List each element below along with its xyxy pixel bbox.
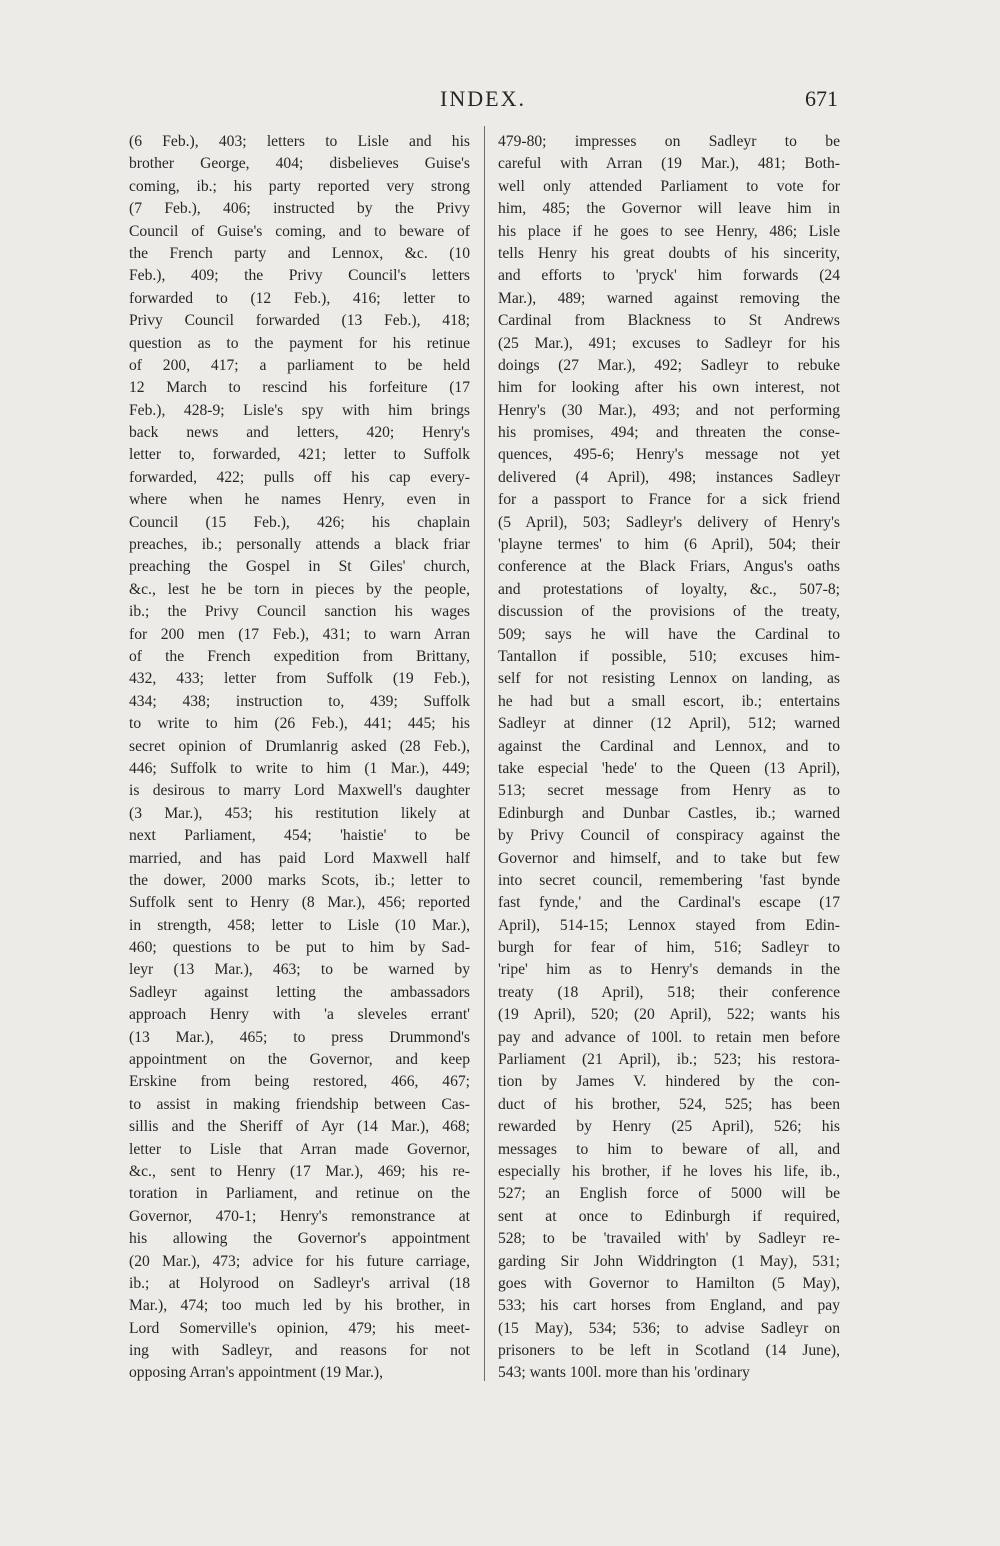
index-line: where when he names Henry, even in [129,491,470,509]
index-line: 479-80; impresses on Sadleyr to be [498,133,840,150]
index-line: 527; an English force of 5000 will be [498,1185,840,1203]
index-line: approach Henry with 'a sleveles errant' [129,1006,470,1024]
index-line: appointment on the Governor, and keep [129,1051,470,1069]
page-header [128,86,838,116]
index-line: pay and advance of 100l. to retain men before [498,1028,840,1046]
index-line: (20 Mar.), 473; advice for his future carriage, [129,1252,470,1270]
index-line: his allowing the Governor's appointment [129,1230,470,1248]
index-line: (13 Mar.), 465; to press Drummond's [129,1028,470,1046]
index-line: coming, ib.; his party reported very strong [129,177,470,195]
index-line: preaches, ib.; personally attends a black friar [129,536,470,554]
index-line: sent at once to Edinburgh if required, [498,1207,840,1225]
index-line: question as to the payment for his retinue [129,334,470,352]
index-line: Governor and himself, and to take but few [498,849,840,867]
index-line: quences, 495-6; Henry's message not yet [498,446,840,464]
index-line: 533; his cart horses from England, and pay [498,1297,840,1315]
index-line: to write to him (26 Feb.), 441; 445; his [129,715,470,733]
index-line: 'ripe' him as to Henry's demands in the [498,961,840,979]
index-line: careful with Arran (19 Mar.), 481; Both- [498,155,840,173]
index-line: the dower, 2000 marks Scots, ib.; letter to [129,871,470,889]
index-line: 'playne termes' to him (6 April), 504; their [498,536,840,554]
index-line: letter to, forwarded, 421; letter to Suffolk [129,446,470,464]
index-line: secret opinion of Drumlanrig asked (28 Feb.), [129,737,470,755]
index-line: Mar.), 489; warned against removing the [498,289,840,307]
index-line: Edinburgh and Dunbar Castles, ib.; warned [498,804,840,822]
index-line: Tantallon if possible, 510; excuses him- [498,647,840,665]
index-line: Lord Somerville's opinion, 479; his meet- [129,1319,470,1337]
index-line: him for looking after his own interest, not [498,379,840,397]
index-line: 513; secret message from Henry as to [498,782,840,800]
index-line: him, 485; the Governor will leave him in [498,200,840,218]
page-number: 671 [805,86,838,111]
index-line: and efforts to 'pryck' him forwards (24 [498,267,840,285]
index-line: tells Henry his great doubts of his sincerity, [498,244,840,262]
index-line: self for not resisting Lennox on landing, as [498,670,840,688]
index-line: forwarded, 422; pulls off his cap every- [129,468,470,486]
index-line: 446; Suffolk to write to him (1 Mar.), 449; [129,759,470,777]
index-line: &c., lest he be torn in pieces by the people, [129,580,470,598]
index-line: of 200, 417; a parliament to be held [129,356,470,374]
index-line: for 200 men (17 Feb.), 431; to warn Arran [129,625,470,643]
index-line: 543; wants 100l. more than his 'ordinary [498,1364,750,1382]
index-line: preaching the Gospel in St Giles' church, [129,558,470,576]
index-line: Sadleyr at dinner (12 April), 512; warned [498,715,840,733]
index-line: Parliament (21 April), ib.; 523; his restora- [498,1051,840,1069]
index-line: Council of Guise's coming, and to beware of [129,222,470,240]
index-line: (25 Mar.), 491; excuses to Sadleyr for his [498,334,840,352]
index-line: Feb.), 428-9; Lisle's spy with him brings [129,401,470,419]
index-line: by Privy Council of conspiracy against the [498,827,840,845]
index-line: (5 April), 503; Sadleyr's delivery of Henry's [498,513,840,531]
index-line: he had but a small escort, ib.; entertains [498,692,840,710]
index-line: 434; 438; instruction to, 439; Suffolk [129,692,470,710]
index-line: against the Cardinal and Lennox, and to [498,737,840,755]
index-line: Cardinal from Blackness to St Andrews [498,312,840,330]
index-line: sillis and the Sheriff of Ayr (14 Mar.), 468; [129,1118,470,1136]
index-line: ib.; at Holyrood on Sadleyr's arrival (18 [129,1274,470,1292]
index-line: in strength, 458; letter to Lisle (10 Mar.), [129,916,470,934]
index-line: opposing Arran's appointment (19 Mar.), [129,1364,384,1382]
index-line: tion by James V. hindered by the con- [498,1073,840,1091]
index-line: delivered (4 April), 498; instances Sadleyr [498,468,840,486]
index-line: 460; questions to be put to him by Sad- [129,939,470,957]
index-line: Erskine from being restored, 466, 467; [129,1073,470,1091]
index-line: take especial 'hede' to the Queen (13 April), [498,759,840,777]
index-line: &c., sent to Henry (17 Mar.), 469; his re- [129,1162,470,1180]
index-line: his promises, 494; and threaten the conse- [498,424,840,442]
index-line: conference at the Black Friars, Angus's oaths [498,558,840,576]
index-line: Mar.), 474; too much led by his brother, in [129,1297,470,1315]
index-line: Henry's (30 Mar.), 493; and not performing [498,401,840,419]
index-line: well only attended Parliament to vote for [498,177,840,195]
index-line: next Parliament, 454; 'haistie' to be [129,827,470,845]
index-line: Governor, 470-1; Henry's remonstrance at [129,1207,470,1225]
column-divider [484,126,485,1381]
index-line: (7 Feb.), 406; instructed by the Privy [129,200,470,218]
running-title: INDEX. [440,86,526,111]
index-column-right [498,131,840,1385]
index-line: and protestations of loyalty, &c., 507-8; [498,580,840,598]
index-line: treaty (18 April), 518; their conference [498,983,840,1001]
index-line: duct of his brother, 524, 525; has been [498,1095,840,1113]
index-line: ing with Sadleyr, and reasons for not [129,1342,470,1360]
index-line: for a passport to France for a sick friend [498,491,840,509]
index-line: brother George, 404; disbelieves Guise's [129,155,470,173]
index-line: back news and letters, 420; Henry's [129,424,470,442]
index-line: of the French expedition from Brittany, [129,647,470,665]
index-line: 528; to be 'travailed with' by Sadleyr re- [498,1230,840,1248]
index-line: 509; says he will have the Cardinal to [498,625,840,643]
index-line: April), 514-15; Lennox stayed from Edin- [498,916,840,934]
index-line: garding Sir John Widdrington (1 May), 531; [498,1252,840,1270]
index-line: (15 May), 534; 536; to advise Sadleyr on [498,1319,840,1337]
index-line: ib.; the Privy Council sanction his wages [129,603,470,621]
index-line: 12 March to rescind his forfeiture (17 [129,379,470,397]
index-line: (19 April), 520; (20 April), 522; wants his [498,1006,840,1024]
index-column-left [129,131,470,1385]
index-line: is desirous to marry Lord Maxwell's daughter [129,782,470,800]
index-line: Council (15 Feb.), 426; his chaplain [129,513,470,531]
index-line: goes with Governor to Hamilton (5 May), [498,1274,840,1292]
index-line: (6 Feb.), 403; letters to Lisle and his [129,133,470,150]
index-line: Suffolk sent to Henry (8 Mar.), 456; reported [129,894,470,912]
index-line: his place if he goes to see Henry, 486; Lisle [498,222,840,240]
index-line: leyr (13 Mar.), 463; to be warned by [129,961,470,979]
index-line: rewarded by Henry (25 April), 526; his [498,1118,840,1136]
index-line: into secret council, remembering 'fast bynde [498,871,840,889]
index-line: fast fynde,' and the Cardinal's escape (17 [498,894,840,912]
index-line: doings (27 Mar.), 492; Sadleyr to rebuke [498,356,840,374]
index-line: Feb.), 409; the Privy Council's letters [129,267,470,285]
index-line: Privy Council forwarded (13 Feb.), 418; [129,312,470,330]
index-line: prisoners to be left in Scotland (14 June), [498,1342,840,1360]
index-line: discussion of the provisions of the treaty, [498,603,840,621]
index-line: messages to him to beware of all, and [498,1140,840,1158]
index-line: toration in Parliament, and retinue on the [129,1185,470,1203]
index-line: (3 Mar.), 453; his restitution likely at [129,804,470,822]
index-line: to assist in making friendship between Cas- [129,1095,470,1113]
index-line: married, and has paid Lord Maxwell half [129,849,470,867]
index-line: the French party and Lennox, &c. (10 [129,244,470,262]
index-line: 432, 433; letter from Suffolk (19 Feb.), [129,670,470,688]
index-line: forwarded to (12 Feb.), 416; letter to [129,289,470,307]
index-line: especially his brother, if he loves his life, ib., [498,1162,840,1180]
index-line: Sadleyr against letting the ambassadors [129,983,470,1001]
index-line: burgh for fear of him, 516; Sadleyr to [498,939,840,957]
index-line: letter to Lisle that Arran made Governor, [129,1140,470,1158]
